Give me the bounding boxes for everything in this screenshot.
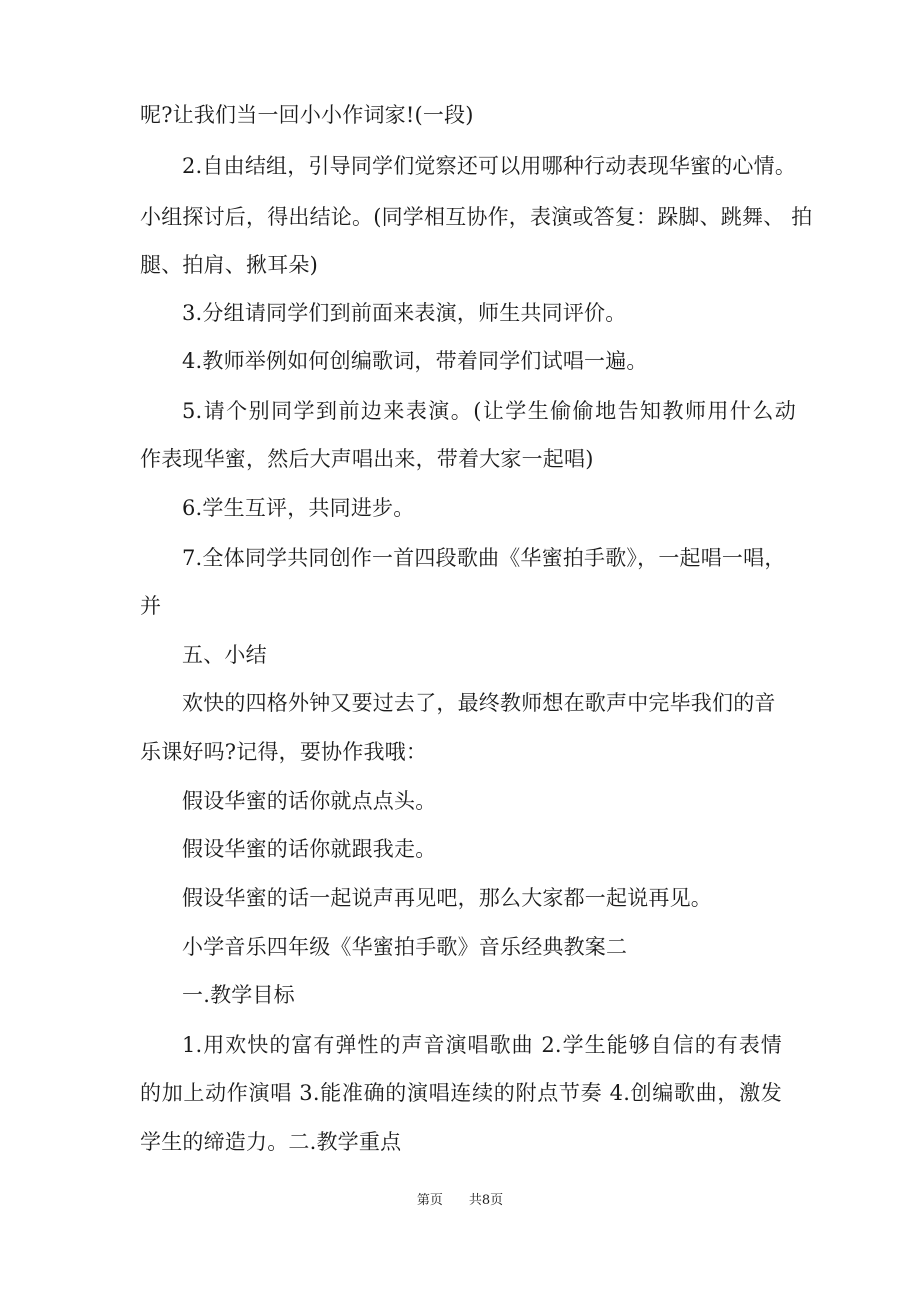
- text-line: 呢?让我们当一回小小作词家!(一段): [140, 103, 474, 127]
- text-line: 假设华蜜的话你就跟我走。: [182, 837, 437, 861]
- page-total-label: 共8页: [468, 1193, 504, 1208]
- text-line: 的加上动作演唱 3.能准确的演唱连续的附点节奏 4.创编歌曲，激发: [140, 1081, 782, 1105]
- text-line: 乐课好吗?记得，要协作我哦：: [140, 740, 428, 764]
- text-line: 并: [140, 594, 162, 618]
- section-heading: 五、小结: [182, 643, 267, 667]
- text-line: 6.学生互评，共同进步。: [182, 496, 415, 520]
- section-heading: 一.教学目标: [182, 983, 295, 1007]
- text-line: 4.教师举例如何创编歌词，带着同学们试唱一遍。: [182, 349, 648, 373]
- text-line: 小组探讨后，得出结论。(同学相互协作，表演或答复：跺脚、跳舞、 拍: [140, 205, 813, 229]
- page-footer: [0, 1192, 920, 1210]
- text-line: 5.请个别同学到前边来表演。(让学生偷偷地告知教师用什么动: [182, 399, 796, 423]
- text-line: 学生的缔造力。二.教学重点: [140, 1130, 402, 1154]
- text-line: 欢快的四格外钟又要过去了，最终教师想在歌声中完毕我们的音: [182, 691, 776, 715]
- text-line: 假设华蜜的话你就点点头。: [182, 789, 437, 813]
- text-line: 7.全体同学共同创作一首四段歌曲《华蜜拍手歌》，一起唱一唱，: [182, 546, 786, 570]
- section-heading: 小学音乐四年级《华蜜拍手歌》音乐经典教案二: [182, 935, 628, 959]
- page-number-label: 第页: [416, 1193, 443, 1208]
- text-line: 2.自由结组，引导同学们觉察还可以用哪种行动表现华蜜的心情。: [182, 154, 797, 178]
- text-line: 作表现华蜜，然后大声唱出来，带着大家一起唱): [140, 447, 594, 471]
- text-line: 1.用欢快的富有弹性的声音演唱歌曲 2.学生能够自信的有表情: [182, 1033, 782, 1057]
- text-line: 假设华蜜的话一起说声再见吧，那么大家都一起说再见。: [182, 886, 712, 910]
- text-line: 3.分组请同学们到前面来表演，师生共同评价。: [182, 301, 627, 325]
- text-line: 腿、拍肩、揪耳朵): [140, 253, 318, 277]
